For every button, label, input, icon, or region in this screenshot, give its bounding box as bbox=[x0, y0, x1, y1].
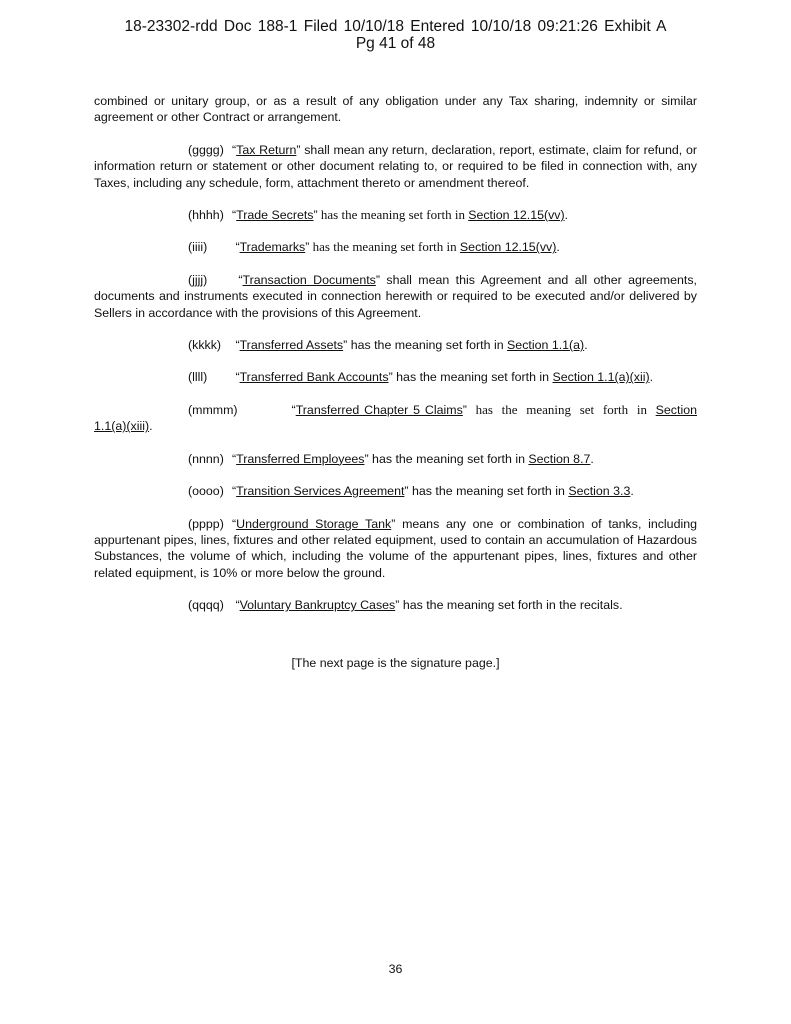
defined-term: Transferred Employees bbox=[236, 451, 365, 466]
definition-text: means any one or combination of tanks, including appurtenant pipes, lines, fixtures and other related equipment, used to contain an accumulation of Hazardous Substances, the volume of which, including the volume of the appurtenant pipes, lines, fixtures and other related equipment, is 10% or more below the ground. bbox=[94, 516, 697, 580]
definition-text: has the meaning set forth in the recitals. bbox=[399, 598, 623, 613]
definition-text: shall mean any return, declaration, report, estimate, claim for refund, or information return or statement or other document relating to, or required to be filed in connection with, any Taxes, including any schedule, form, attachment thereto or amendment thereof. bbox=[94, 142, 697, 190]
page-count-line: Pg 41 of 48 bbox=[355, 35, 436, 52]
section-reference: Section 1.1(a) bbox=[507, 338, 585, 353]
case-info-line: 18-23302-rdd Doc 188-1 Filed 10/10/18 Entered 10/10/18 09:21:26 Exhibit A bbox=[124, 18, 667, 35]
defined-term: Transferred Bank Accounts bbox=[239, 370, 389, 385]
definition-transferred-assets: (kkkk) “Transferred Assets” has the meaning set forth in Section 1.1(a). bbox=[188, 338, 588, 353]
definition-label: (oooo) bbox=[188, 484, 224, 499]
definition-text: shall mean this Agreement and all other agreements, documents and instruments executed in connection herewith or required to be executed and/or delivered by Sellers in accordance with the provisions of this Agreement. bbox=[94, 272, 697, 320]
defined-term: Trademarks bbox=[239, 240, 306, 255]
defined-term: Transition Services Agreement bbox=[236, 484, 405, 499]
definition-text: has the meaning set forth in bbox=[317, 207, 469, 223]
definition-transferred-bank-accounts: (llll) “Transferred Bank Accounts” has the meaning set forth in Section 1.1(a)(xii). bbox=[188, 370, 654, 385]
definition-transition-services-agreement: (oooo) “Transition Services Agreement” has the meaning set forth in Section 3.3. bbox=[188, 484, 634, 499]
definition-text: has the meaning set forth in bbox=[368, 451, 529, 466]
defined-term: Transaction Documents bbox=[242, 272, 376, 287]
definition-underground-storage-tank: (pppp) “Underground Storage Tank” means any one or combination of tanks, including appurtenant pipes, lines, fixtures and other related equipment, used to contain an accumulation of Hazardous Substances, the volume of which, including the volume of the appurtenant pipes, lines, fixtures and other related equipment, is 10% or more below the ground. bbox=[94, 516, 697, 580]
definition-label: (iiii) bbox=[188, 240, 208, 255]
page-number: 36 bbox=[388, 962, 403, 976]
definition-transferred-chapter-5-claims: (mmmm) “Transferred Chapter 5 Claims” has the meaning set forth in Section 1.1(a)(xiii). bbox=[94, 401, 697, 434]
document-header bbox=[0, 18, 791, 52]
section-reference: Section 12.15(vv) bbox=[468, 208, 565, 223]
next-page-note: [The next page is the signature page.] bbox=[291, 656, 500, 670]
definition-tax-return: (gggg) “Tax Return” shall mean any return, declaration, report, estimate, claim for refund, or information return or statement or other document relating to, or required to be filed in connection with, any Taxes, including any schedule, form, attachment thereto or amendment thereof. bbox=[94, 142, 697, 190]
section-reference: Section 8.7 bbox=[528, 451, 591, 466]
section-reference: Section 12.15(vv) bbox=[459, 240, 557, 255]
paragraph-continuation: combined or unitary group, or as a result of any obligation under any Tax sharing, indemnity or similar agreement or other Contract or arrangement. bbox=[94, 94, 697, 125]
definition-label: (mmmm) bbox=[188, 402, 238, 417]
definition-text: has the meaning set forth in bbox=[408, 484, 569, 499]
definition-transferred-employees: (nnnn) “Transferred Employees” has the meaning set forth in Section 8.7. bbox=[188, 451, 594, 466]
definition-trade-secrets: (hhhh) “Trade Secrets” has the meaning set forth in Section 12.15(vv). bbox=[188, 207, 569, 223]
definition-text: has the meaning set forth in bbox=[347, 338, 508, 353]
definition-label: (llll) bbox=[188, 370, 208, 385]
definition-text: has the meaning set forth in bbox=[392, 370, 553, 385]
section-reference-cont: 1.1(a)(xiii) bbox=[94, 419, 150, 434]
defined-term: Transferred Assets bbox=[239, 338, 344, 353]
section-reference: Section 3.3 bbox=[568, 484, 631, 499]
definition-label: (nnnn) bbox=[188, 451, 224, 466]
defined-term: Tax Return bbox=[236, 142, 297, 157]
definition-label: (jjjj) bbox=[188, 272, 208, 287]
document-body bbox=[94, 93, 697, 630]
definition-trademarks: (iiii) “Trademarks” has the meaning set forth in Section 12.15(vv). bbox=[188, 239, 560, 255]
definition-voluntary-bankruptcy-cases: (qqqq) “Voluntary Bankruptcy Cases” has the meaning set forth in the recitals. bbox=[188, 598, 623, 613]
section-reference: Section 1.1(a)(xii) bbox=[552, 370, 650, 385]
definition-label: (kkkk) bbox=[188, 338, 222, 353]
defined-term: Trade Secrets bbox=[236, 208, 314, 223]
definition-label: (pppp) bbox=[188, 516, 224, 531]
definition-label: (hhhh) bbox=[188, 208, 224, 223]
section-reference: Section bbox=[655, 402, 697, 417]
definition-transaction-documents: (jjjj) “Transaction Documents” shall mean this Agreement and all other agreements, documents and instruments executed in connection herewith or required to be executed and/or delivered by Sellers in accordance with the provisions of this Agreement. bbox=[94, 272, 697, 320]
definition-text: has the meaning set forth in bbox=[309, 239, 460, 255]
defined-term: Transferred Chapter 5 Claims bbox=[295, 402, 463, 417]
definition-label: (gggg) bbox=[188, 142, 224, 157]
defined-term: Underground Storage Tank bbox=[236, 516, 392, 531]
defined-term: Voluntary Bankruptcy Cases bbox=[239, 598, 396, 613]
definition-label: (qqqq) bbox=[188, 598, 224, 613]
definition-text: has the meaning set forth in bbox=[466, 401, 656, 417]
